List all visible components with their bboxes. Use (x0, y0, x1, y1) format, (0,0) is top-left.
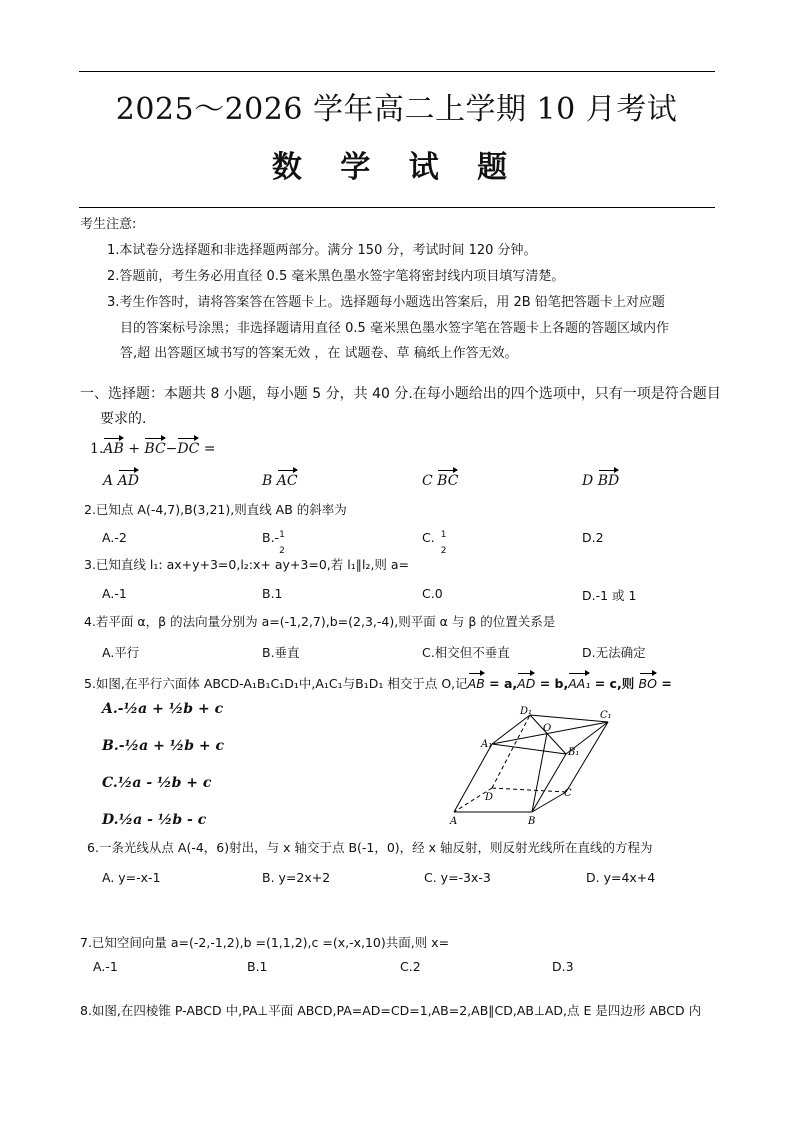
question-3-option-d[interactable]: D.-1 或 1 (582, 588, 637, 603)
question-1-option-a[interactable]: A AD (103, 473, 139, 489)
question-6-stem: 6.一条光线从点 A(-4，6)射出，与 x 轴交于点 B(-1，0)，经 x 轴反射，则反射光线所在直线的方程为 (87, 840, 653, 855)
label-c1: C₁ (600, 710, 612, 721)
question-2-option-b[interactable]: B.- 1 2 (262, 530, 285, 556)
question-6-option-a[interactable]: A. y=-x-1 (102, 870, 161, 885)
question-3-option-a[interactable]: A.-1 (102, 586, 127, 601)
diagonal-b1d1 (530, 715, 566, 754)
question-6-option-b[interactable]: B. y=2x+2 (262, 870, 331, 885)
question-3-option-b[interactable]: B.1 (262, 586, 283, 601)
question-7-option-d[interactable]: D.3 (552, 959, 574, 974)
note-item: 目的答案标号涂黑；非选择题请用直径 0.5 毫米黑色墨水签字笔在答题卡上各题的答题区域内作 (120, 321, 669, 336)
exam-title: 2025～2026 学年高二上学期 10 月考试 (115, 92, 678, 127)
question-4-stem: 4.若平面 α，β 的法向量分别为 a=(-1,2,7),b=(2,3,-4),则平面 α 与 β 的位置关系是 (84, 614, 556, 629)
question-5-stem: 5.如图,在平行六面体 ABCD-A₁B₁C₁D₁中,A₁C₁与B₁D₁ 相交于点 O,记AB = a,AD = b,AA₁ = c,则 BO = (84, 676, 672, 691)
section-heading: 一、选择题：本题共 8 小题，每小题 5 分，共 40 分.在每小题给出的四个选项中，只有一项是符合题目 (80, 386, 721, 402)
edge-d1a1 (492, 715, 530, 744)
question-7-option-b[interactable]: B.1 (247, 959, 268, 974)
top-rule (79, 71, 715, 72)
edge-bc (532, 792, 566, 812)
label-a1: A₁ (481, 739, 493, 750)
label-d: D (485, 792, 494, 803)
question-4-option-a[interactable]: A.平行 (102, 645, 140, 660)
edge-dd1 (492, 715, 530, 788)
note-item: 答,超 出答题区域书写的答案无效 ，在 试题卷、草 稿纸上作答无效。 (120, 346, 518, 361)
question-1-option-c[interactable]: C BC (422, 473, 459, 489)
label-d1: D₁ (520, 706, 533, 717)
question-2-stem: 2.已知点 A(-4,7),B(3,21),则直线 AB 的斜率为 (84, 502, 347, 517)
question-6-option-d[interactable]: D. y=4x+4 (586, 870, 656, 885)
subject-title: 数 学 试 题 (271, 150, 522, 185)
note-item: 1.本试卷分选择题和非选择题两部分。满分 150 分，考试时间 120 分钟。 (107, 243, 537, 258)
question-7-option-a[interactable]: A.-1 (93, 959, 118, 974)
label-b: B (528, 816, 536, 827)
question-5-option-b[interactable]: B.-½a + ½b + c (102, 738, 225, 754)
question-3-stem: 3.已知直线 l₁: ax+y+3=0,l₂:x+ ay+3=0,若 l₁∥l₂,则 a= (84, 557, 410, 572)
label-b1: B₁ (568, 747, 580, 758)
question-6-option-c[interactable]: C. y=-3x-3 (424, 870, 491, 885)
header-rule (79, 207, 715, 208)
question-7-option-c[interactable]: C.2 (400, 959, 421, 974)
notes-heading: 考生注意: (80, 217, 137, 232)
note-item: 2.答题前，考生务必用直径 0.5 毫米黑色墨水签字笔将密封线内项目填写清楚。 (107, 269, 565, 284)
question-3-option-c[interactable]: C.0 (422, 586, 443, 601)
question-4-option-c[interactable]: C.相交但不垂直 (422, 645, 510, 660)
note-item: 3.考生作答时，请将答案答在答题卡上。选择题每小题选出答案后，用 2B 铅笔把答题卡上对应题 (107, 295, 665, 310)
edge-c1d1 (530, 715, 608, 722)
question-4-option-b[interactable]: B.垂直 (262, 645, 300, 660)
question-7-stem: 7.已知空间向量 a=(-2,-1,2),b =(1,1,2),c =(x,-x,10)共面,则 x= (80, 935, 450, 950)
edge-a1b1 (492, 744, 566, 754)
question-5-option-a[interactable]: A.-½a + ½b + c (102, 701, 224, 717)
question-2-option-d[interactable]: D.2 (582, 530, 604, 545)
label-c: C (564, 788, 572, 799)
parallelepiped-figure (440, 700, 630, 830)
question-8-stem: 8.如图,在四棱锥 P-ABCD 中,PA⊥平面 ABCD,PA=AD=CD=1,AB=2,AB∥CD,AB⊥AD,点 E 是四边形 ABCD 内 (80, 1003, 702, 1018)
question-2-option-c[interactable]: C. 1 2 (422, 530, 447, 556)
question-4-option-d[interactable]: D.无法确定 (582, 645, 646, 660)
label-a: A (450, 816, 458, 827)
label-o: O (543, 723, 552, 734)
edge-cd (492, 788, 566, 792)
question-2-option-a[interactable]: A.-2 (102, 530, 127, 545)
question-1-option-d[interactable]: D BD (582, 473, 620, 489)
question-1-option-b[interactable]: B AC (262, 473, 298, 489)
question-5-option-c[interactable]: C.½a - ½b + c (102, 775, 212, 791)
question-5-option-d[interactable]: D.½a - ½b - c (102, 812, 207, 828)
section-heading-cont: 要求的. (100, 411, 147, 427)
question-1-stem: 1.AB + BC−DC = (90, 441, 216, 457)
